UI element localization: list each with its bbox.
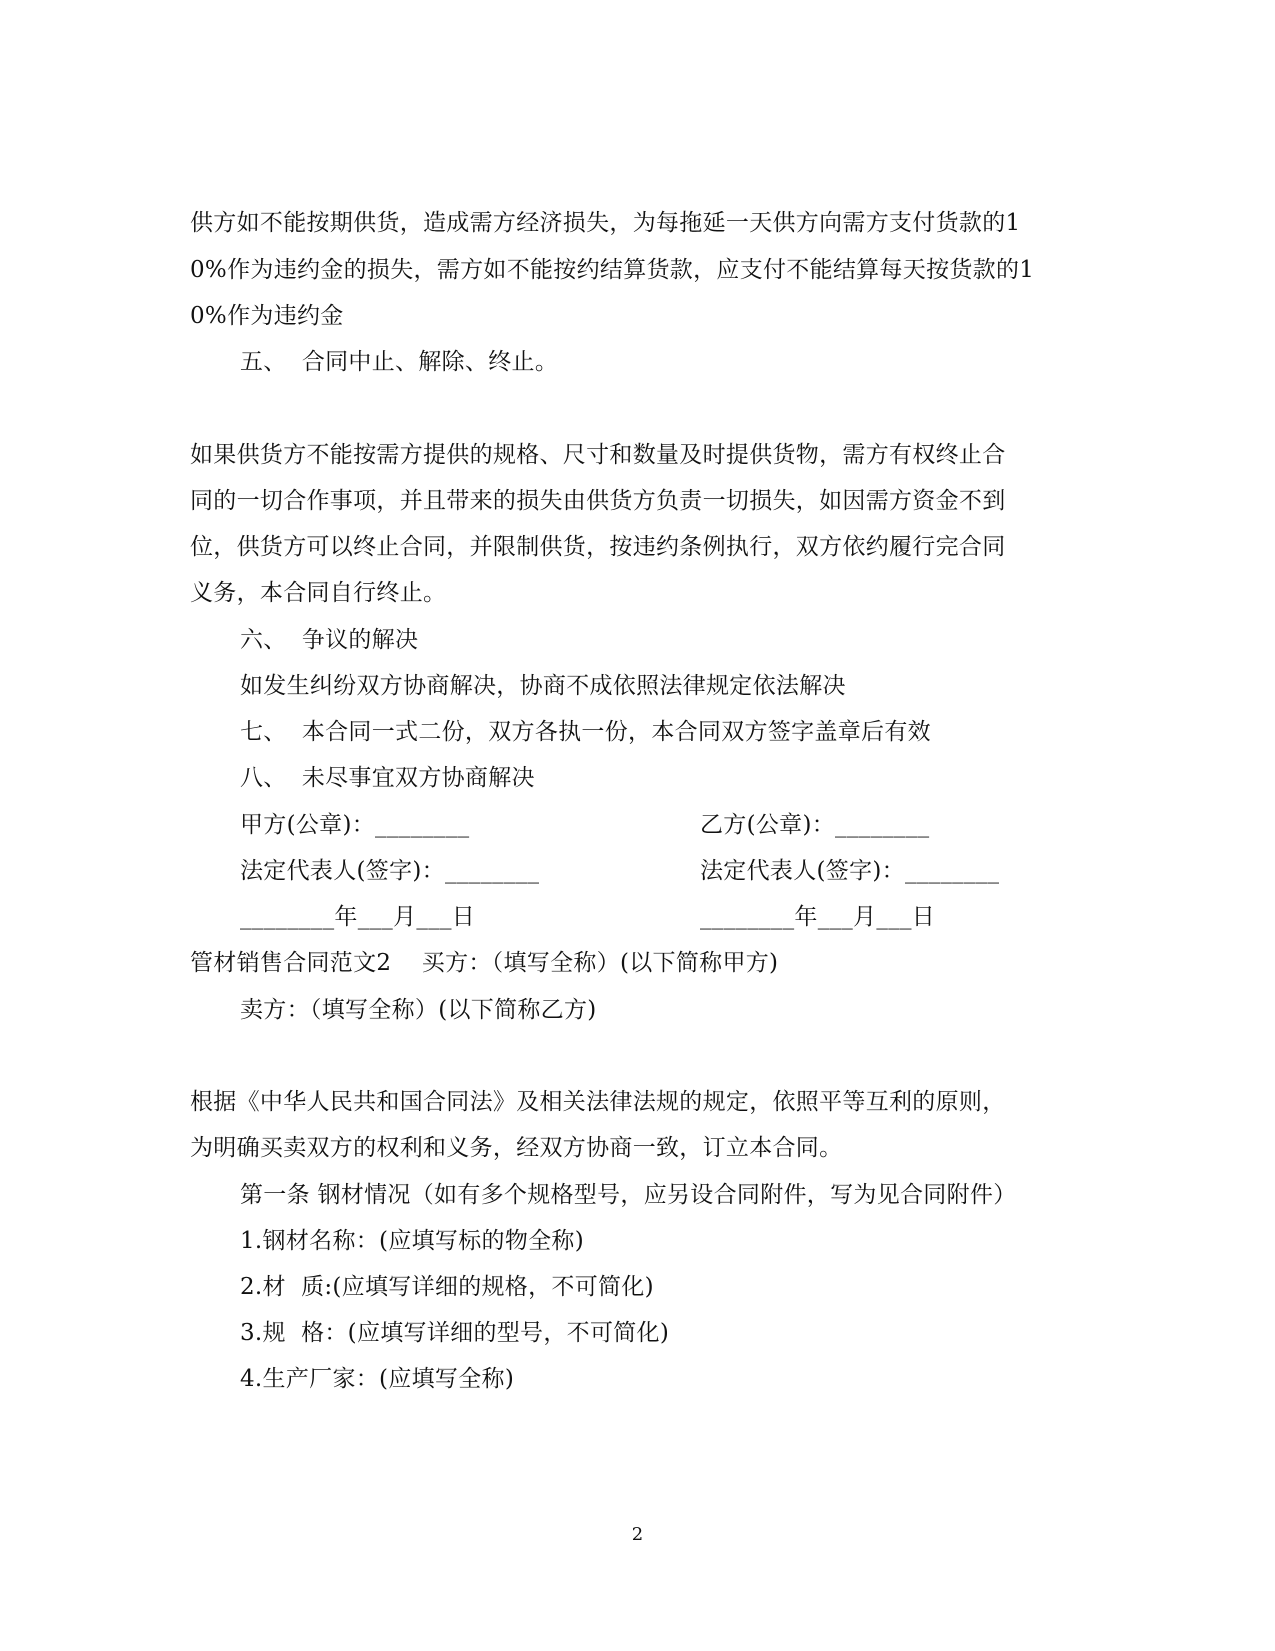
party-a-seal: 甲方(公章)：________ [240,812,470,838]
basis-line-2: 为明确买卖双方的权利和义务，经双方协商一致，订立本合同。 [190,1135,843,1161]
penalty-line-3: 0%作为违约金 [190,303,344,329]
section7-text: 七、 本合同一式二份，双方各执一份，本合同双方签字盖章后有效 [240,719,931,745]
section5-heading: 五、 合同中止、解除、终止。 [240,349,559,375]
party-a-date: ________年___月___日 [240,904,476,930]
party-b-date: ________年___月___日 [700,904,936,930]
party-a-rep: 法定代表人(签字)：________ [240,858,540,884]
item-4: 4.生产厂家：(应填写全称) [240,1366,515,1392]
contract2-title-line: 管材销售合同范文2 买方：（填写全称）(以下简称甲方) [190,950,779,976]
termination-line-3: 位，供货方可以终止合同，并限制供货，按违约条例执行，双方依约履行完合同 [190,534,1006,560]
page-number: 2 [631,1524,644,1545]
seller-line: 卖方：（填写全称）(以下简称乙方) [240,997,597,1023]
basis-line-1: 根据《中华人民共和国合同法》及相关法律法规的规定，依照平等互利的原则， [190,1089,1006,1115]
section6-text: 如发生纠纷双方协商解决，协商不成依照法律规定依法解决 [240,673,846,699]
item-1: 1.钢材名称：(应填写标的物全称) [240,1228,584,1254]
item-3: 3.规 格：(应填写详细的型号，不可简化) [240,1320,670,1346]
section6-heading: 六、 争议的解决 [240,627,419,653]
termination-line-2: 同的一切合作事项，并且带来的损失由供货方负责一切损失，如因需方资金不到 [190,488,1006,514]
penalty-line-2: 0%作为违约金的损失，需方如不能按约结算货款，应支付不能结算每天按货款的1 [190,257,1035,283]
termination-line-1: 如果供货方不能按需方提供的规格、尺寸和数量及时提供货物，需方有权终止合 [190,442,1006,468]
penalty-line-1: 供方如不能按期供货，造成需方经济损失，为每拖延一天供方向需方支付货款的1 [190,210,1021,236]
section8-text: 八、 未尽事宜双方协商解决 [240,765,535,791]
termination-line-4: 义务，本合同自行终止。 [190,580,447,606]
party-b-seal: 乙方(公章)：________ [700,812,930,838]
item-2: 2.材 质:(应填写详细的规格，不可简化) [240,1274,654,1300]
party-b-rep: 法定代表人(签字)：________ [700,858,1000,884]
article1-heading: 第一条 钢材情况（如有多个规格型号，应另设合同附件，写为见合同附件） [240,1182,1017,1208]
